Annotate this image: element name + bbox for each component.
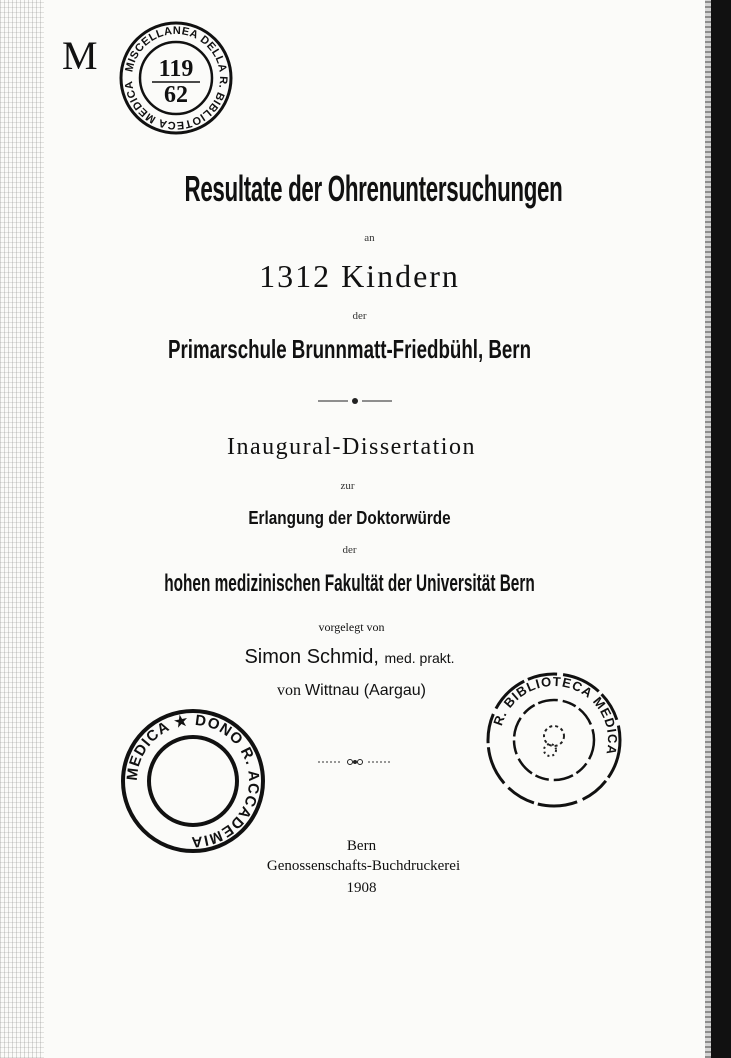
origin-von: von bbox=[277, 682, 302, 699]
stamp-right-ring-text: R. BIBLIOTECA MEDICA bbox=[490, 673, 621, 757]
purpose-line: Erlangung der Doktorwürde bbox=[248, 508, 451, 528]
catalog-mark: M bbox=[62, 33, 98, 78]
stamp-number-top: 119 bbox=[158, 56, 194, 82]
dissertation-heading: Inaugural-Dissertation bbox=[227, 434, 476, 460]
imprint-year: 1908 bbox=[346, 880, 377, 896]
author-line bbox=[0, 646, 705, 669]
connector-zur: zur bbox=[340, 480, 355, 492]
scan-edge-right bbox=[711, 0, 731, 1058]
origin-place: Wittnau (Aargau) bbox=[305, 682, 426, 699]
ornament-divider-top bbox=[318, 396, 392, 406]
faculty-line: hohen medizinischen Fakultät der Universität Bern bbox=[164, 570, 535, 597]
library-stamp-top bbox=[118, 20, 234, 136]
author-name: Simon Schmid, bbox=[244, 646, 379, 668]
stamp-number-bottom: 62 bbox=[164, 82, 188, 108]
title-subject: 1312 Kindern bbox=[259, 258, 460, 294]
school-name: Primarschule Brunnmatt-Friedbühl, Bern bbox=[167, 334, 532, 364]
ornament-divider-bottom bbox=[318, 756, 392, 768]
scan-edge-left bbox=[0, 0, 44, 1058]
title-connector-der: der bbox=[352, 310, 367, 322]
author-title: med. prakt. bbox=[384, 650, 455, 666]
stamp-left-ring-text: MEDICA ★ DONO R. ACCADEMIA bbox=[123, 711, 263, 851]
page-title: Resultate der Ohrenuntersuchungen bbox=[184, 168, 563, 209]
submitted-by: vorgelegt von bbox=[318, 620, 385, 634]
library-stamp-left bbox=[120, 708, 266, 854]
imprint-printer: Genossenschafts-Buchdruckerei bbox=[266, 858, 461, 874]
title-connector-an: an bbox=[364, 232, 375, 244]
library-stamp-right bbox=[484, 670, 624, 810]
imprint-city: Bern bbox=[346, 838, 377, 854]
connector-der: der bbox=[342, 544, 357, 556]
stamp-top-ring-text: MISCELLANEA DELLA R. BIBLIOTECA MEDICA bbox=[122, 24, 230, 132]
svg-text:R. BIBLIOTECA MEDICA bbox=[490, 674, 620, 757]
